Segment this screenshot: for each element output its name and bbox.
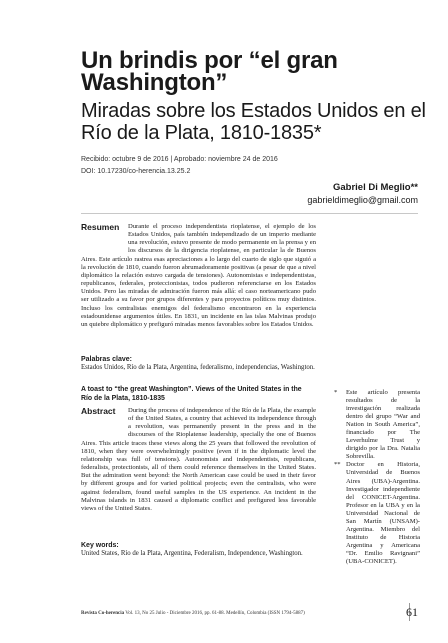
author-email[interactable]: gabrieldimeglio@gmail.com [307,195,418,205]
footnote [334,461,420,566]
article-subtitle: Miradas sobre los Estados Unidos en el Río de la Plata, 1810-1835* [81,100,426,144]
palabras-clave-text: Estados Unidos, Río de la Plata, Argentina, federalismo, independencias, Washington. [81,364,315,371]
page-number: 61 [406,605,418,619]
divider [81,213,418,214]
abstract-block [81,407,316,513]
resumen-label: Resumen [81,222,120,232]
article-title: Un brindis por “el gran Washington” [81,47,338,96]
resumen-text: Durante el proceso independentista rioplatense, el ejemplo de los Estados Unidos, país también independizado de un imperio mediante una revolución, estuvo presente de modo permanente en la prensa y en los discursos de la dirigencia rioplatense, en particular la de Buenos Aires. Este artículo rastrea esas apreciaciones a lo largo del cuarto de siglo que siguió a la revolución de 1810, cuando fueron abrumadoramente positivas (a pesar de que a nivel diplomático la relación estuvo cargada de tensiones). Autonomistas e independentistas, republicanos, federales, proteccionistas, todos pudieron referenciarse en los Estados Unidos. Pero las miradas de admiración fueron más allá: el caso norteamericano pudo ser utilizado a su favor por grupos diferentes y para proyectos políticos muy distintos. Incluso los centralistas enemigos del federalismo encontraron en la experiencia estadounidense argumentos útiles. En 1831, un incidente en las islas Malvinas produjo un quiebre diplomático y prefiguró miradas menos favorables sobre los Estados Unidos. [81,223,316,328]
doi: DOI: 10.17230/co-herencia.13.25.2 [81,168,191,175]
journal-name: Revista Co-herencia [81,611,125,616]
footnote [334,389,420,461]
resumen-block [81,223,316,329]
footnote-mark: ** [334,461,341,469]
palabras-clave-label: Palabras clave: [81,356,132,363]
page-footer [81,611,381,616]
footnote-mark: * [334,389,338,396]
abstract-label: Abstract [81,406,116,416]
english-title: A toast to “the great Washington”. Views of the United States in the Río de la Plata, 1810-1835 [81,386,302,402]
journal-details: Vol. 13, No 25 Julio - Diciembre 2016, pp. 61-88. Medellín, Colombia (ISSN 1794-5887) [125,611,305,616]
author-name: Gabriel Di Meglio** [333,182,418,193]
footnotes [334,389,420,566]
abstract-text: During the process of independence of the Río de la Plata, the example of the United States, a country that achieved its independence through a revolution, was permanently present in the press and in the discourses of the Rioplatense leadership, specially the one of Buenos Aires. This article traces these views along the 25 years that followed the revolution of 1810, when they were overwhelmingly positive (even if in the diplomatic level the relationship was full of tensions). Autonomists and independentists, republicans, federalists, protectionists, all of them could reference themselves in the United States. But the admiration went beyond: the North American case could be used in their favor by different groups and for varied political projects; even the centralists, who were against federalism, found useful samples in the US experience. An incident in the Malvinas islands in 1831 caused a diplomatic conflict and prefigured less favorable views of the United States. [81,407,316,512]
received-approved-dates: Recibido: octubre 9 de 2016 | Aprobado: noviembre 24 de 2016 [81,156,278,163]
keywords-text: United States, Río de la Plata, Argentina, Federalism, Independence, Washington. [81,550,303,557]
footnote-text: Doctor en Historia, Universidad de Buenos Aires (UBA)-Argentina. Investigador independiente del CONICET-Argentina. Profesor en la UBA y en la Universidad Nacional de San Martín (UNSAM)-Argentina. Miembro del Instituto de Historia Argentina y Americana “Dr. Emilio Ravignani” (UBA-CONICET). [346,461,420,565]
footnote-text: Este artículo presenta resultados de la investigación realizada dentro del grupo “War and Nation in South America”, financiado por The Leverhulme Trust y dirigido por la Dra. Natalia Sobrevilla. [346,389,420,461]
keywords-label: Key words: [81,542,119,549]
